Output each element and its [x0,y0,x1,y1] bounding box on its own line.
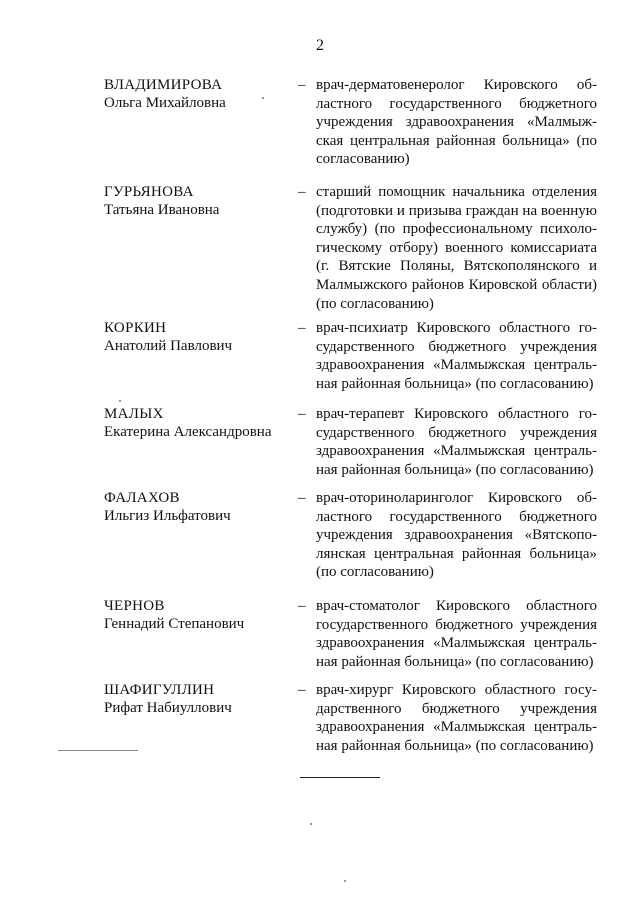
member-surname: КОРКИН [104,320,167,336]
description-line: врач-терапевт Кировского областного го- [316,406,597,422]
description-line: здравоохранения «Малмыжская централь- [316,357,597,374]
member-position-description [316,319,597,393]
member-given-names: Рифат Набиуллович [104,700,232,716]
description-line: (подготовки и призыва граждан на военную [316,202,597,219]
description-line: ная районная больница» (по согласованию) [316,461,594,478]
scan-speck [262,97,264,99]
description-line: ластного государственного бюджетного [316,95,597,112]
description-line: ная районная больница» (по согласованию) [316,737,594,754]
description-line: Малмыжского районов Кировской области) [316,276,597,293]
description-line: государственного бюджетного учреждения [316,616,597,633]
description-line: сударственного бюджетного учреждения [316,424,597,441]
member-given-names: Геннадий Степанович [104,616,245,632]
description-line: здравоохранения «Малмыжская централь- [316,635,597,652]
description-line: врач-дерматовенеролог Кировского об- [316,77,597,93]
description-line: ная районная больница» (по согласованию) [316,375,594,392]
scan-speck [119,400,121,402]
description-line: дарственного бюджетного учреждения [316,700,597,717]
member-surname: ВЛАДИМИРОВА [104,77,223,93]
entry-dash: – [298,184,306,200]
description-line: ластного государственного бюджетного [316,508,597,525]
entry-dash: – [298,598,306,614]
member-position-description [316,76,597,169]
description-line: (по согласованию) [316,295,434,312]
description-line: (г. Вятские Поляны, Вятскополянского и [316,258,597,275]
entry-dash: – [298,406,306,422]
description-line: учреждения здравоохранения «Малмыж- [316,114,597,131]
margin-mark-line [58,750,138,751]
scan-speck [310,823,312,825]
member-name [104,76,294,112]
member-position-description [316,405,597,479]
description-line: врач-оториноларинголог Кировского об- [316,490,597,506]
member-given-names: Екатерина Александровна [104,424,272,440]
member-name [104,597,294,633]
description-line: (по согласованию) [316,564,434,581]
page-number: 2 [316,37,324,54]
description-line: ная районная больница» (по согласованию) [316,653,594,670]
member-given-names: Анатолий Павлович [104,338,233,354]
member-surname: ГУРЬЯНОВА [104,184,194,200]
description-line: лянская центральная районная больница» [316,545,597,562]
description-line: врач-стоматолог Кировского областного [316,598,597,614]
member-position-description [316,183,597,313]
description-line: здравоохранения «Малмыжская централь- [316,719,597,736]
description-line: здравоохранения «Малмыжская централь- [316,443,597,460]
entry-dash: – [298,320,306,336]
description-line: согласованию) [316,151,410,168]
member-surname: МАЛЫХ [104,406,164,422]
description-line: сударственного бюджетного учреждения [316,338,597,355]
scan-speck [344,880,346,882]
member-name [104,489,294,525]
entry-dash: – [298,77,306,93]
member-given-names: Татьяна Ивановна [104,202,220,218]
member-surname: ЧЕРНОВ [104,598,165,614]
member-name [104,183,294,219]
member-position-description [316,597,597,671]
description-line: ская центральная районная больница» (по [316,132,597,149]
footer-rule [300,777,380,778]
member-given-names: Ольга Михайловна [104,95,226,111]
description-line: врач-хирург Кировского областного госу- [316,682,597,698]
member-position-description [316,489,597,582]
description-line: гическому отбору) военного комиссариата [316,239,597,256]
member-position-description [316,681,597,755]
description-line: службу) (по профессиональному психоло- [316,221,597,238]
member-given-names: Ильгиз Ильфатович [104,508,231,524]
description-line: учреждения здравоохранения «Вятскопо- [316,527,597,544]
member-name [104,405,294,441]
entry-dash: – [298,490,306,506]
description-line: врач-психиатр Кировского областного го- [316,320,597,336]
description-line: старший помощник начальника отделения [316,184,597,200]
member-name [104,319,294,355]
member-surname: ШАФИГУЛЛИН [104,682,215,698]
member-name [104,681,294,717]
member-surname: ФАЛАХОВ [104,490,180,506]
entry-dash: – [298,682,306,698]
